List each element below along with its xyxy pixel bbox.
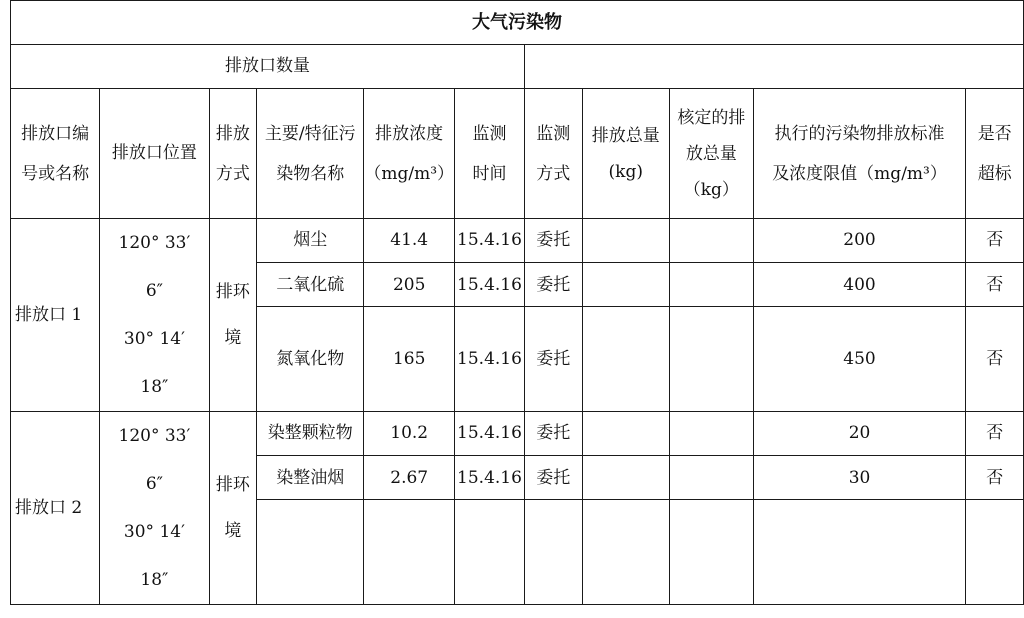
monitor-method: 委托 (524, 219, 582, 263)
header-standard-limit: 执行的污染物排放标准 及浓度限值（mg/m³） (753, 89, 966, 219)
limit-value: 450 (753, 307, 966, 412)
discharge-mode: 排环 境 (209, 219, 257, 412)
concentration-value: 165 (364, 307, 455, 412)
exceed-value (966, 500, 1024, 605)
monitor-time: 15.4.16 (455, 412, 525, 456)
header-monitor-time: 监测 时间 (455, 89, 525, 219)
header-monitor-mode: 监测 方式 (524, 89, 582, 219)
header-total: 排放总量 (kg) (582, 89, 669, 219)
pollutant-name: 氮氧化物 (257, 307, 364, 412)
header-approved-total: 核定的排 放总量 （kg） (669, 89, 753, 219)
concentration-value: 2.67 (364, 456, 455, 500)
outlet-location: 120° 33′ 6″ 30° 14′ 18″ (100, 412, 209, 605)
header-pollutant: 主要/特征污 染物名称 (257, 89, 364, 219)
approved-value (669, 263, 753, 307)
monitor-time: 15.4.16 (455, 307, 525, 412)
outlet-location: 120° 33′ 6″ 30° 14′ 18″ (100, 219, 209, 412)
table-row (11, 219, 1024, 263)
outlet-count-value (524, 45, 1023, 89)
pollutant-name: 二氧化硫 (257, 263, 364, 307)
approved-value (669, 456, 753, 500)
total-value (582, 456, 669, 500)
pollutant-name: 染整颗粒物 (257, 412, 364, 456)
approved-value (669, 500, 753, 605)
monitor-time: 15.4.16 (455, 456, 525, 500)
total-value (582, 263, 669, 307)
header-exceed: 是否 超标 (966, 89, 1024, 219)
concentration-value: 205 (364, 263, 455, 307)
limit-value: 400 (753, 263, 966, 307)
monitor-time: 15.4.16 (455, 263, 525, 307)
discharge-mode: 排环 境 (209, 412, 257, 605)
total-value (582, 412, 669, 456)
header-discharge-mode: 排放 方式 (209, 89, 257, 219)
concentration-value: 10.2 (364, 412, 455, 456)
pollutant-name: 染整油烟 (257, 456, 364, 500)
monitor-time: 15.4.16 (455, 219, 525, 263)
header-outlet-location: 排放口位置 (100, 89, 209, 219)
exceed-value: 否 (966, 456, 1024, 500)
approved-value (669, 307, 753, 412)
outlet-name: 排放口 1 (11, 219, 100, 412)
limit-value: 20 (753, 412, 966, 456)
pollutant-name: 烟尘 (257, 219, 364, 263)
header-outlet-id: 排放口编 号或名称 (11, 89, 100, 219)
total-value (582, 307, 669, 412)
outlet-name: 排放口 2 (11, 412, 100, 605)
monitor-method: 委托 (524, 307, 582, 412)
limit-value (753, 500, 966, 605)
approved-value (669, 412, 753, 456)
pollutant-name (257, 500, 364, 605)
approved-value (669, 219, 753, 263)
monitor-time (455, 500, 525, 605)
concentration-value (364, 500, 455, 605)
exceed-value: 否 (966, 412, 1024, 456)
outlet-count-label: 排放口数量 (11, 45, 525, 89)
limit-value: 30 (753, 456, 966, 500)
total-value (582, 500, 669, 605)
monitor-method (524, 500, 582, 605)
monitor-method: 委托 (524, 412, 582, 456)
exceed-value: 否 (966, 307, 1024, 412)
pollutant-document (10, 0, 1024, 605)
exceed-value: 否 (966, 263, 1024, 307)
air-pollutant-table (10, 0, 1024, 605)
limit-value: 200 (753, 219, 966, 263)
concentration-value: 41.4 (364, 219, 455, 263)
header-row (11, 89, 1024, 219)
header-concentration: 排放浓度 （mg/m³） (364, 89, 455, 219)
table-title: 大气污染物 (11, 1, 1024, 45)
monitor-method: 委托 (524, 456, 582, 500)
table-row (11, 412, 1024, 456)
total-value (582, 219, 669, 263)
exceed-value: 否 (966, 219, 1024, 263)
monitor-method: 委托 (524, 263, 582, 307)
